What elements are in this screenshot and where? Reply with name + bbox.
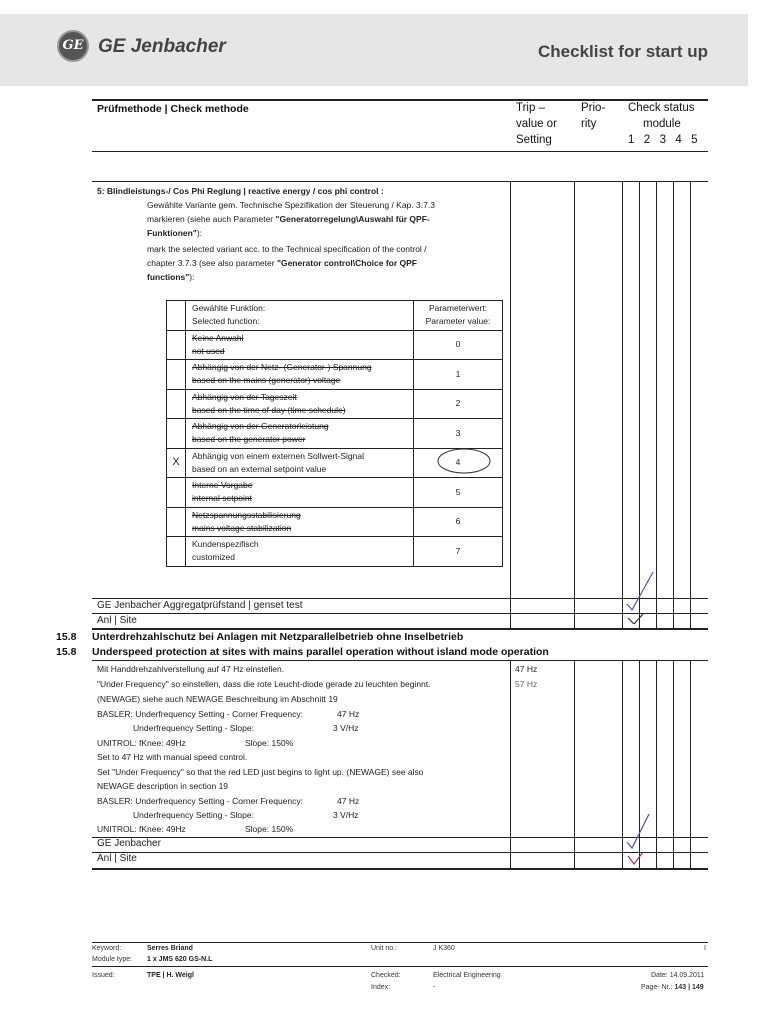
row-function: Netzspannungsstabilisierung mains voltage stabilization [186, 507, 414, 537]
section158-line1: Mit Handdrehzahlverstellung auf 47 Hz einstellen. [97, 664, 285, 674]
footer-unit-value: J K360 [433, 945, 455, 952]
row-value: 2 [414, 389, 503, 419]
section158-line9: NEWAGE description in section 19 [97, 781, 229, 791]
section158-test-rule [92, 837, 708, 838]
footer-index-label: Index: [371, 984, 391, 991]
row-value: 3 [414, 419, 503, 449]
row-mark [167, 507, 186, 537]
footer-top-rule [92, 942, 708, 943]
handwritten-checkmarks-icon [625, 568, 659, 624]
section5-en-line3: functions"): [147, 272, 195, 282]
section158-line10a: BASLER: Underfrequency Setting - Corner Frequency: [97, 796, 303, 806]
column-header-status-1: Check status [628, 102, 695, 114]
footer-module-label: Module type: [92, 956, 133, 963]
table-row-selected [167, 448, 503, 478]
row-mark [167, 389, 186, 419]
section158-line6a: UNITROL: fKnee: 49Hz [97, 738, 186, 748]
section5-top-rule [92, 181, 708, 182]
section5-test-rule [92, 598, 708, 599]
row-value-circled: 4 [414, 448, 503, 478]
section5-site-rule [92, 613, 708, 614]
row-value: 1 [414, 360, 503, 390]
row-function: Kundenspezifisch customized [186, 537, 414, 567]
grid-col-s1 [622, 181, 623, 628]
function-selection-table [166, 300, 503, 567]
table-row [167, 537, 503, 567]
section158-number-en: 15.8 [56, 646, 77, 658]
footer-corner-mark: I [704, 945, 706, 952]
footer-index-value: - [433, 984, 436, 991]
column-header-trip-2: value or [516, 118, 557, 130]
section5-de-line3: Funktionen"): [147, 228, 203, 238]
section158-line4a: BASLER: Underfrequency Setting - Corner Frequency: [97, 709, 303, 719]
footer-keyword-label: Keyword: [92, 945, 122, 952]
row-function: Interne Vorgabe internal setpoint [186, 478, 414, 508]
section158-line6b: Slope: 150% [245, 738, 294, 748]
row-mark [167, 360, 186, 390]
section158-line5a: Underfrequency Setting - Slope: [133, 723, 254, 733]
footer-date: Date: 14.09.2011 [651, 972, 705, 979]
grid-col-trip [510, 181, 511, 628]
section158-test-site: Anl | Site [97, 853, 137, 864]
section5-de-line1: Gewählte Variante gem. Technische Spezifikation der Steuerung / Kap. 3.7.3 [147, 200, 435, 210]
section158-title-de: Unterdrehzahlschutz bei Anlagen mit Netzparallelbetrieb ohne Inselbetrieb [92, 631, 464, 643]
section158-test-genset: GE Jenbacher [97, 838, 161, 849]
row-mark [167, 419, 186, 449]
section5-de-line2: markieren (siehe auch Parameter "Generatorregelung\Auswahl für QPF- [147, 214, 430, 224]
section158-line11b: 3 V/Hz [333, 810, 359, 820]
section158-title-en: Underspeed protection at sites with mains parallel operation without island mode operation [92, 646, 549, 658]
section5-en-line1: mark the selected variant acc. to the Technical specification of the control / [147, 244, 427, 254]
section158-number-de: 15.8 [56, 631, 77, 643]
grid-col-s5 [690, 181, 691, 628]
footer-issued-label: Issued: [92, 972, 115, 979]
row-value: 0 [414, 330, 503, 360]
table-header-value: Parameterwert: Parameter value: [414, 301, 503, 331]
section158-line8: Set "Under Frequency" so that the red LED just begins to light up. (NEWAGE) see also [97, 767, 424, 777]
top-rule [92, 99, 708, 101]
table-header-mark [167, 301, 186, 331]
table-row [167, 478, 503, 508]
section158-line2: "Under Frequency" so einstellen, dass die rote Leucht-diode gerade zu leuchten beginnt. [97, 679, 431, 689]
row-function: Abhängig von der Tageszeit based on the time of day (time schedule) [186, 389, 414, 419]
column-header-status-numbers: 1 2 3 4 5 [628, 134, 699, 146]
row-function: Abhängig von einem externen Sollwert-Signal based on an external setpoint value [186, 448, 414, 478]
row-value: 5 [414, 478, 503, 508]
table-row [167, 507, 503, 537]
section158-line5b: 3 V/Hz [333, 723, 359, 733]
section158-line10b: 47 Hz [337, 796, 360, 806]
section158-line4b: 47 Hz [337, 709, 360, 719]
handwritten-checkmarks-icon [625, 812, 659, 866]
grid-col-s2 [639, 181, 640, 628]
section158-site-rule [92, 852, 708, 853]
section158-trip-value-1: 47 Hz [515, 664, 538, 674]
section158-top-rule [92, 660, 708, 661]
column-header-trip-3: Setting [516, 134, 552, 146]
table-row [167, 389, 503, 419]
section158-line7: Set to 47 Hz with manual speed control. [97, 752, 248, 762]
brand-name: GE Jenbacher [98, 36, 226, 57]
footer-checked-value: Electrical Engineering [433, 972, 501, 979]
table-header-row [167, 301, 503, 331]
row-value: 6 [414, 507, 503, 537]
section5-heading: 5: Blindleistungs-/ Cos Phi Reglung | reactive energy / cos phi control : [97, 186, 384, 196]
grid-col-s4 [673, 181, 674, 628]
section158-line3: (NEWAGE) siehe auch NEWAGE Beschreibung im Abschnitt 19 [97, 694, 338, 704]
row-mark [167, 537, 186, 567]
column-header-prio-2: rity [581, 118, 597, 130]
section158-bottom-rule [92, 868, 708, 870]
document-title: Checklist for start up [538, 42, 709, 61]
header-bottom-rule [92, 151, 708, 152]
section158-line12b: Slope: 150% [245, 824, 294, 834]
footer-module-value: 1 x JMS 620 GS-N.L [147, 956, 213, 963]
footer-checked-label: Checked: [371, 972, 401, 979]
ge-logo-text: GE [62, 38, 84, 53]
grid-col-s3 [656, 181, 657, 628]
column-header-trip-1: Trip – [516, 102, 545, 114]
row-function: Abhängig von der Generatorleistung based on the generator power [186, 419, 414, 449]
row-mark-selected: X [167, 448, 186, 478]
table-header-function: Gewählte Funktion: Selected function: [186, 301, 414, 331]
row-mark [167, 330, 186, 360]
column-header-prio-1: Prio- [581, 102, 606, 114]
table-row [167, 330, 503, 360]
section5-test-site: Anl | Site [97, 615, 137, 626]
table-row [167, 360, 503, 390]
row-function: Abhängig von der Netz- (Generator-) Spannung based on the mains (generator) voltage [186, 360, 414, 390]
handwritten-circle-icon [434, 445, 494, 477]
column-header-status-2: module [643, 118, 681, 130]
section5-test-genset: GE Jenbacher Aggregatprüfstand | genset test [97, 600, 303, 611]
row-function: Keine Anwahl not used [186, 330, 414, 360]
section5-en-line2: chapter 3.7.3 (see also parameter "Generator control\Choice for QPF [147, 258, 417, 268]
footer-keyword-value: Serres Briand [147, 945, 193, 952]
footer-unit-label: Unit no.: [371, 945, 398, 952]
section158-trip-value-2: 57 Hz [515, 679, 538, 689]
section158-line12a: UNITROL: fKnee: 49Hz [97, 824, 186, 834]
column-header-method: Prüfmethode | Check methode [97, 103, 249, 115]
footer-page: Page- Nr.: 143 | 149 [641, 984, 704, 991]
row-value: 7 [414, 537, 503, 567]
grid-col-prio [574, 181, 575, 628]
row-mark [167, 478, 186, 508]
footer-mid-rule [92, 966, 708, 967]
section158-line11a: Underfrequency Setting - Slope: [133, 810, 254, 820]
footer-issued-value: TPE | H. Weigl [147, 972, 194, 979]
